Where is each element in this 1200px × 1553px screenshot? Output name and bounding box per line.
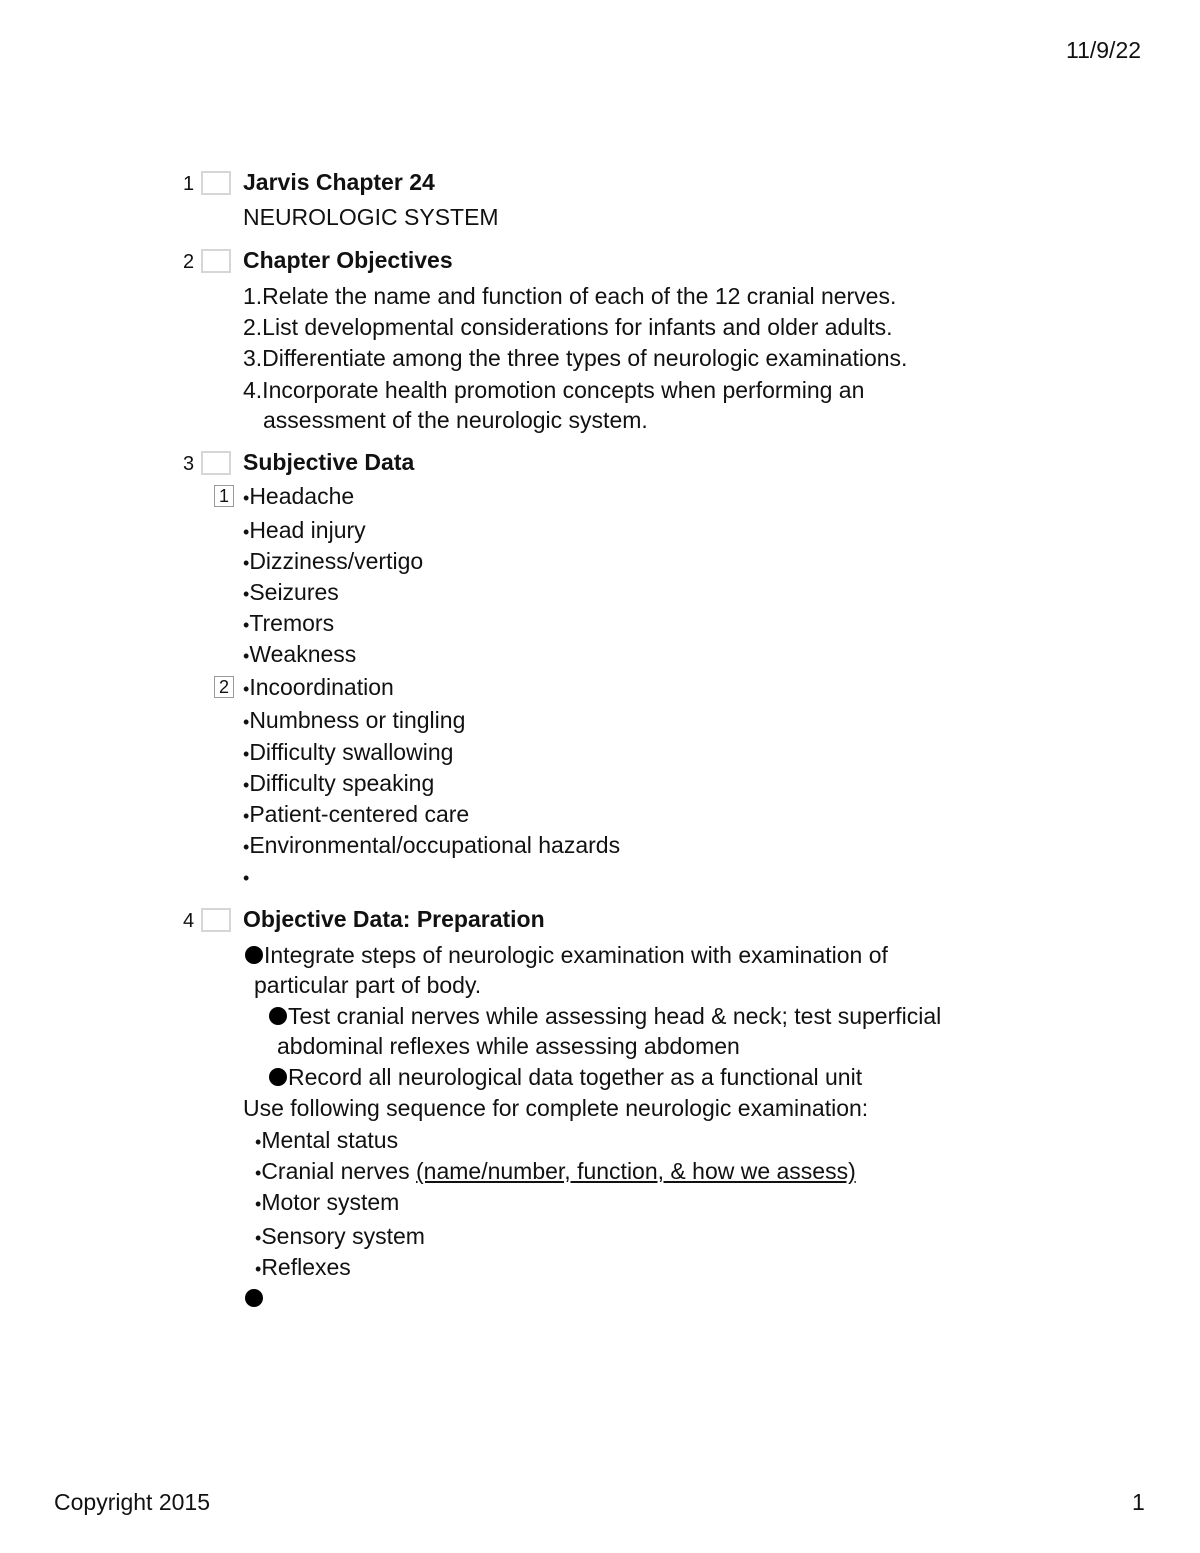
slide-thumbnail — [201, 171, 231, 195]
bullet-icon: • — [243, 712, 250, 732]
bullet-icon: • — [243, 837, 250, 857]
body-line-continued: abdominal reflexes while assessing abdomen — [277, 1033, 740, 1059]
footer-copyright: Copyright 2015 — [54, 1489, 210, 1515]
slide-title: Chapter Objectives — [243, 247, 453, 273]
bullet-icon: • — [255, 1228, 262, 1248]
list-item: •Incoordination — [243, 674, 394, 700]
bullet-icon: • — [243, 868, 250, 888]
objective-item: 1.Relate the name and function of each of the 12 cranial nerves. — [243, 283, 897, 309]
bullet-icon: • — [243, 553, 250, 573]
bullet-icon: • — [243, 584, 250, 604]
slide-subtitle: NEUROLOGIC SYSTEM — [243, 204, 499, 230]
slide-title: Jarvis Chapter 24 — [243, 169, 435, 195]
filled-bullet-icon — [269, 1068, 287, 1086]
sequence-item: •Cranial nerves (name/number, function, & how we assess) — [255, 1158, 856, 1184]
slide-number: 1 — [183, 173, 195, 195]
sequence-item: •Sensory system — [255, 1223, 425, 1249]
filled-bullet-icon — [269, 1007, 287, 1025]
underlined-annotation: (name/number, function, & how we assess) — [416, 1158, 856, 1184]
list-item: •Headache — [243, 483, 355, 509]
filled-bullet-icon — [245, 1289, 263, 1307]
slide-number: 2 — [183, 251, 195, 273]
note-marker: 1 — [214, 485, 234, 507]
list-item: •Seizures — [243, 579, 339, 605]
slide-thumbnail — [201, 451, 231, 475]
bullet-icon: • — [243, 488, 250, 508]
bullet-icon: • — [243, 522, 250, 542]
list-item: •Environmental/occupational hazards — [243, 832, 621, 858]
bullet-icon: • — [255, 1163, 262, 1183]
bullet-icon: • — [243, 775, 250, 795]
slide-thumbnail — [201, 249, 231, 273]
footer-page-number: 1 — [1132, 1489, 1145, 1515]
list-item: •Head injury — [243, 517, 366, 543]
objective-item: 4.Incorporate health promotion concepts when performing an — [243, 377, 865, 403]
filled-bullet-icon — [245, 946, 263, 964]
list-item: •Dizziness/vertigo — [243, 548, 424, 574]
slide-number: 4 — [183, 910, 195, 932]
bullet-icon: • — [243, 744, 250, 764]
sequence-item: •Mental status — [255, 1127, 399, 1153]
list-item — [243, 862, 249, 892]
page-date: 11/9/22 — [1066, 37, 1142, 63]
slide-number: 3 — [183, 453, 195, 475]
objective-item: 2.List developmental considerations for infants and older adults. — [243, 314, 893, 340]
list-item: •Difficulty speaking — [243, 770, 435, 796]
body-line-continued: particular part of body. — [254, 972, 482, 998]
body-line: Integrate steps of neurologic examination with examination of — [264, 942, 888, 968]
body-line: Use following sequence for complete neurologic examination: — [243, 1095, 869, 1121]
bullet-icon: • — [243, 679, 250, 699]
slide-thumbnail — [201, 908, 231, 932]
objective-item-continued: assessment of the neurologic system. — [263, 407, 648, 433]
list-item: •Patient-centered care — [243, 801, 470, 827]
list-item: •Difficulty swallowing — [243, 739, 454, 765]
bullet-icon: • — [255, 1132, 262, 1152]
objective-item: 3.Differentiate among the three types of neurologic examinations. — [243, 345, 908, 371]
sequence-item: •Motor system — [255, 1189, 400, 1215]
list-item: •Tremors — [243, 610, 335, 636]
bullet-icon: • — [255, 1259, 262, 1279]
list-item: •Weakness — [243, 641, 357, 667]
note-marker: 2 — [214, 676, 234, 698]
bullet-icon: • — [243, 615, 250, 635]
bullet-icon: • — [243, 646, 250, 666]
slide-title: Subjective Data — [243, 449, 415, 475]
slide-title: Objective Data: Preparation — [243, 906, 545, 932]
body-line: Test cranial nerves while assessing head & neck; test superficial — [288, 1003, 942, 1029]
bullet-icon: • — [243, 806, 250, 826]
list-item: •Numbness or tingling — [243, 707, 466, 733]
sequence-item: •Reflexes — [255, 1254, 351, 1280]
bullet-icon: • — [255, 1194, 262, 1214]
body-line: Record all neurological data together as a functional unit — [288, 1064, 863, 1090]
